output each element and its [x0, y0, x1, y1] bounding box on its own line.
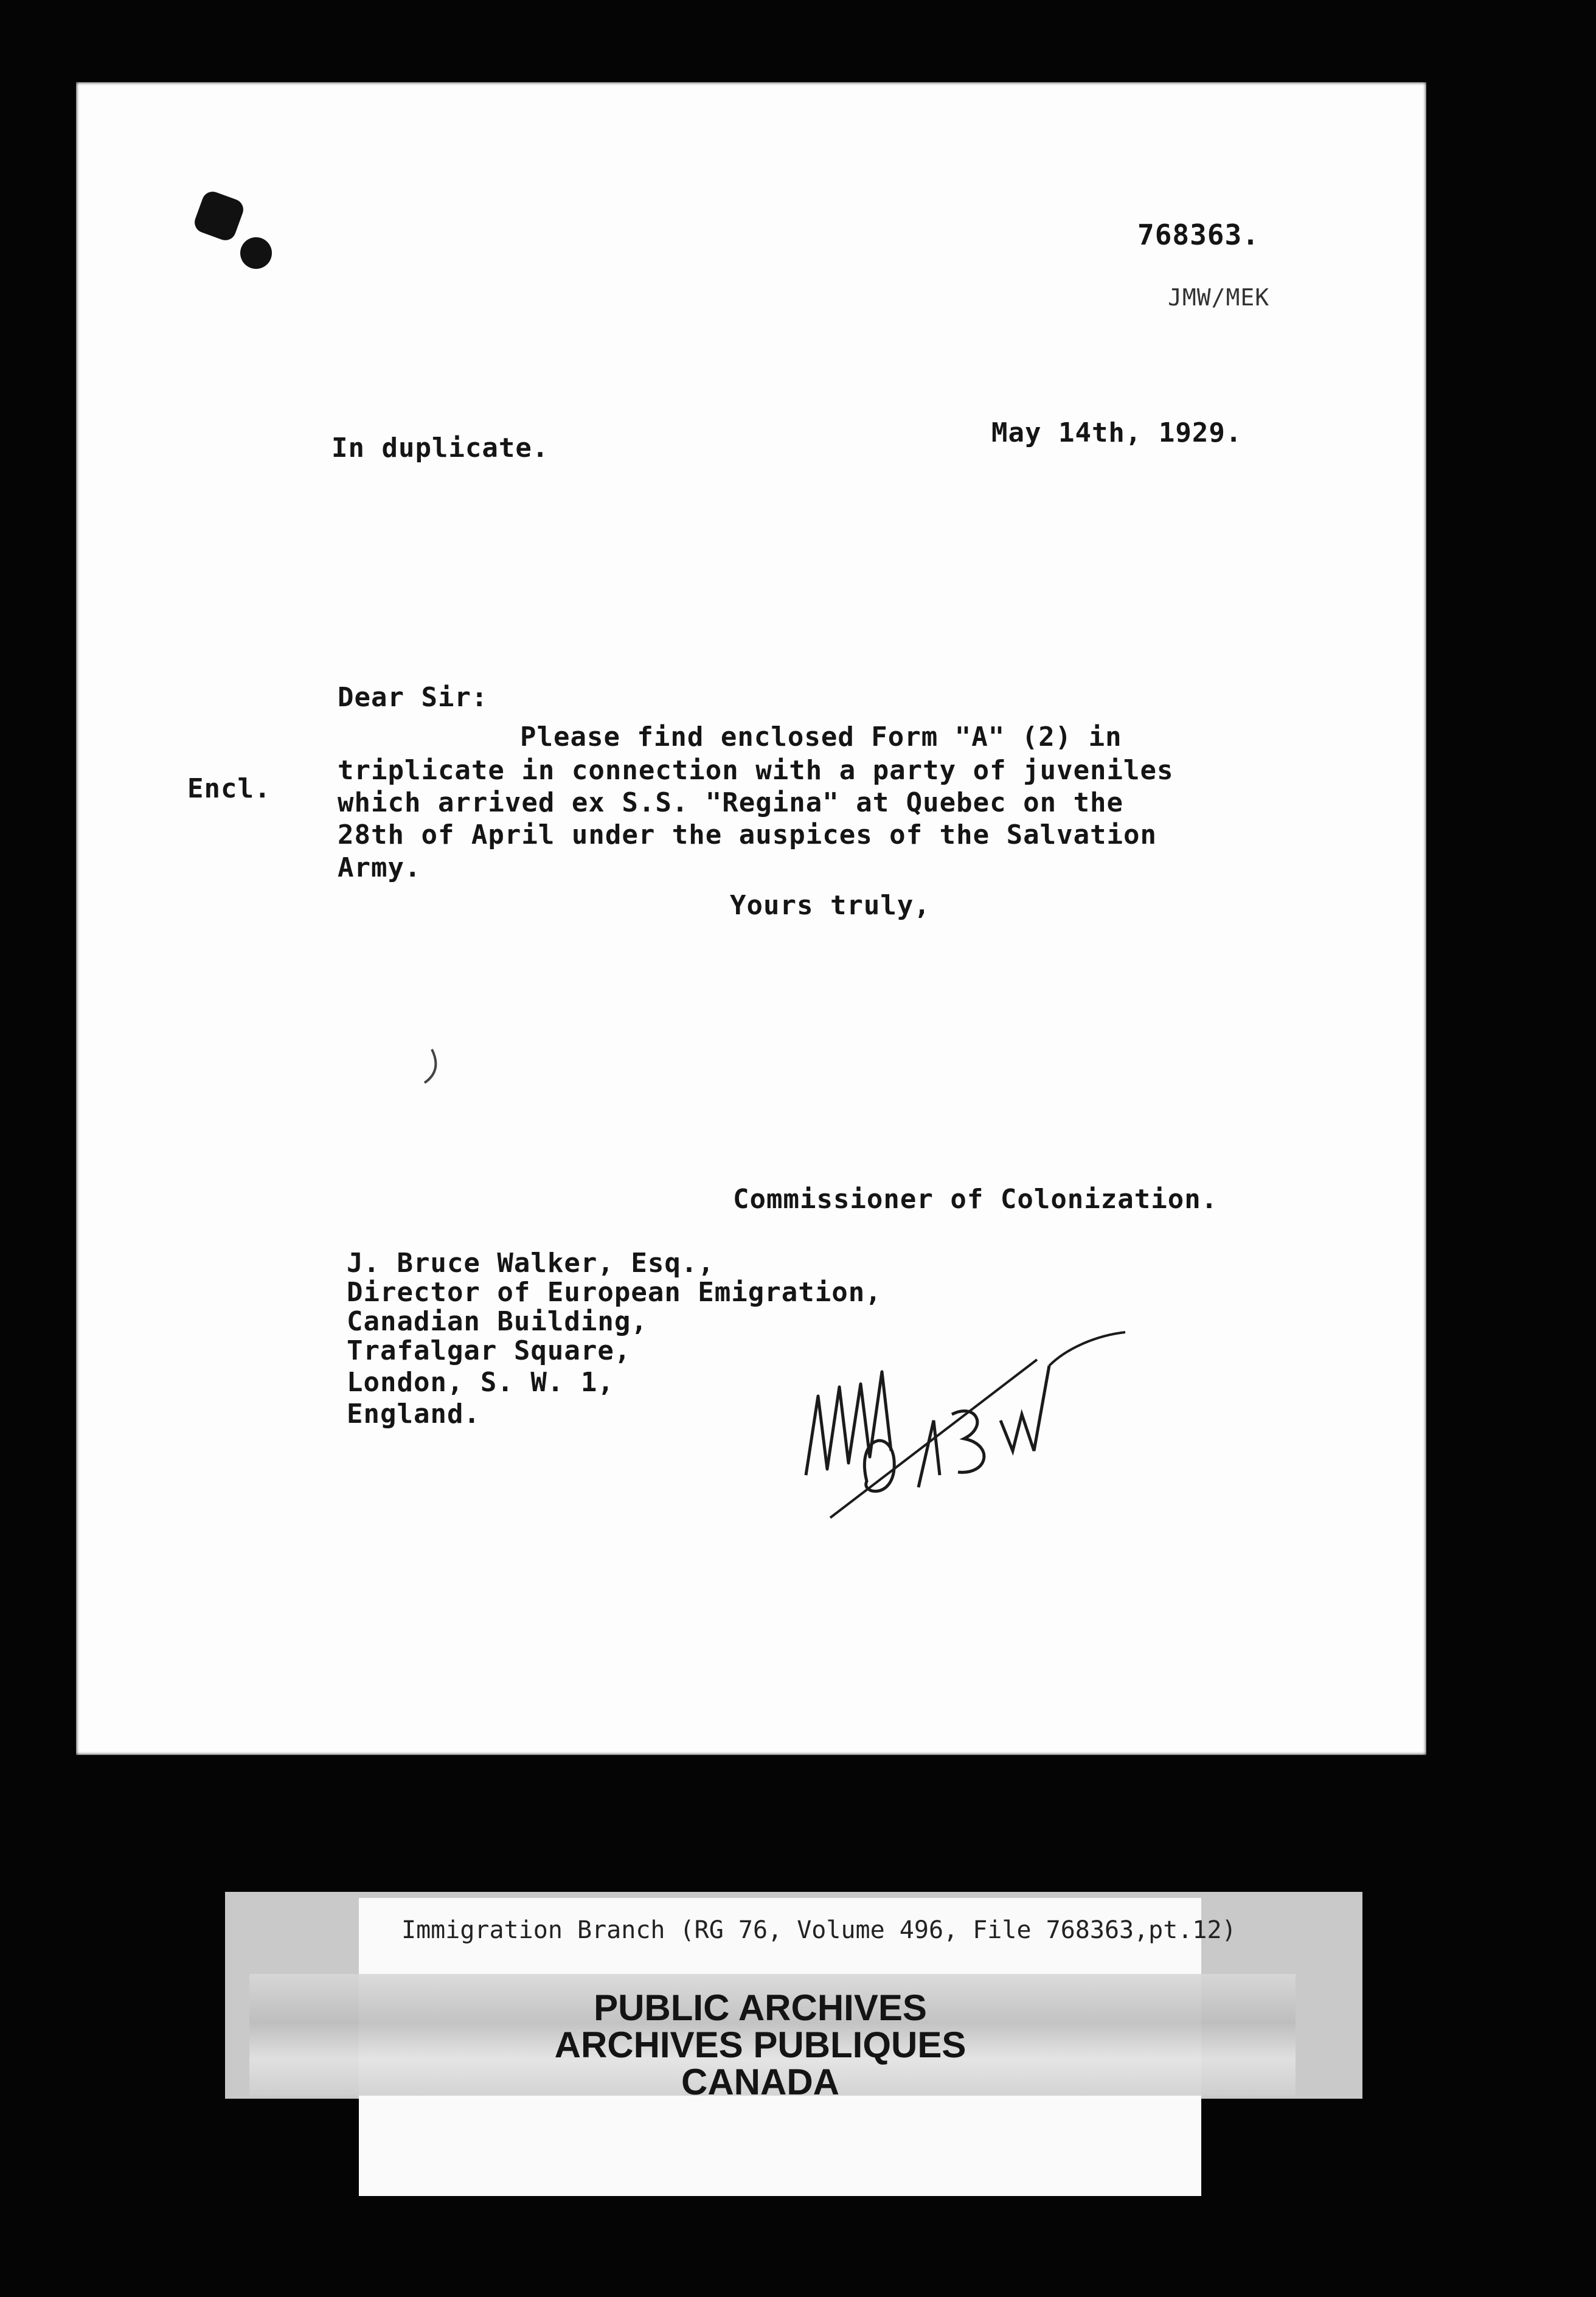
margin-note-enclosure: Encl.: [187, 773, 271, 804]
addressee-line: Trafalgar Square,: [347, 1335, 631, 1366]
pencil-mark: [420, 1046, 444, 1089]
letter-date: May 14th, 1929.: [991, 417, 1243, 448]
ink-stain: [240, 237, 272, 269]
signature-title: Commissioner of Colonization.: [733, 1184, 1218, 1215]
letter-page: [76, 82, 1426, 1755]
file-number: 768363.: [1137, 218, 1260, 251]
archive-stamp: [505, 1989, 1016, 2101]
addressee-line: Canadian Building,: [347, 1306, 648, 1337]
body-line: triplicate in connection with a party of juveniles: [338, 755, 1174, 786]
copy-note: In duplicate.: [331, 433, 549, 464]
closing: Yours truly,: [730, 890, 931, 921]
body-line: which arrived ex S.S. "Regina" at Quebec on the: [338, 787, 1124, 818]
addressee-line: J. Bruce Walker, Esq.,: [347, 1248, 715, 1279]
ink-stain: [192, 189, 246, 243]
archive-source-line: Immigration Branch (RG 76, Volume 496, File 768363,pt.12): [401, 1916, 1237, 1944]
body-line: Please find enclosed Form "A" (2) in: [520, 721, 1122, 752]
archive-stamp-line: PUBLIC ARCHIVES: [594, 1987, 927, 2028]
salutation: Dear Sir:: [338, 682, 488, 713]
handwritten-initials: [794, 1329, 1134, 1524]
reference-initials: JMW/MEK: [1168, 284, 1270, 311]
addressee-line: England.: [347, 1399, 481, 1430]
archive-stamp-line: ARCHIVES PUBLIQUES: [554, 2024, 966, 2066]
body-line: Army.: [338, 852, 422, 883]
body-line: 28th of April under the auspices of the Salvation: [338, 819, 1157, 850]
addressee-line: London, S. W. 1,: [347, 1367, 614, 1398]
addressee-line: Director of European Emigration,: [347, 1277, 882, 1308]
archive-stamp-line: CANADA: [681, 2062, 839, 2103]
